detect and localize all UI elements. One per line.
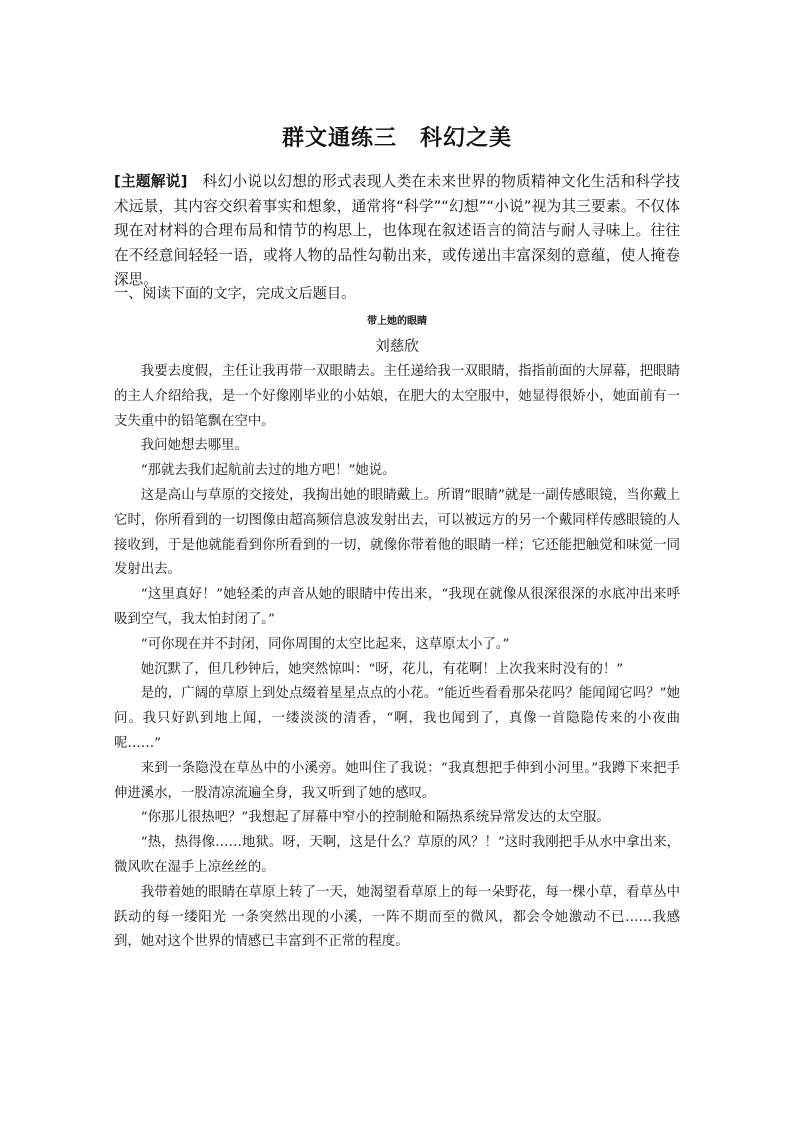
story-paragraph: 我问她想去哪里。 [140, 438, 248, 454]
story-paragraph: “那就去我们起航前去过的地方吧！”她说。 [140, 463, 396, 479]
story-paragraph: 我带着她的眼睛在草原上转了一天，她渴望看草原上的每一朵野花，每一棵小草，看草丛中跃动的每一缕阳光 一条突然出现的小溪，一阵不期而至的微风，都会令她激动不已……我感到，她对这个世界的情感已丰富到不正常的程度。 [114, 884, 680, 950]
story-paragraph: 来到一条隐没在草丛中的小溪旁。她叫住了我说：“我真想把手伸到小河里。”我蹲下来把手伸进溪水，一股清凉流遍全身，我又听到了她的感叹。 [114, 760, 680, 801]
story-paragraph: 是的，广阔的草原上到处点缀着星星点点的小花。“能近些看看那朵花吗？能闻闻它吗？”她问。我只好趴到地上闻，一缕淡淡的清香，“啊，我也闻到了，真像一首隐隐传来的小夜曲呢……” [114, 686, 680, 751]
question-label: 一、阅读下面的文字，完成文后题目。 [114, 286, 356, 302]
intro-text: 科幻小说以幻想的形式表现人类在未来世界的物质精神文化生活和科学技术远景，其内容交织着事实和想象，通常将“科学”“幻想”“小说”视为其三要素。不仅体现在对材料的合理布局和情节的构思上，也体现在叙述语言的简洁与耐人寻味上。往往在不经意间轻轻一语，或将人物的品性勾勒出来，或传递出丰富深刻的意蕴，使人掩卷深思。 [114, 173, 680, 288]
story-paragraph: “可你现在并不封闭，同你周围的太空比起来，这草原太小了。” [140, 636, 510, 652]
story-paragraph: 我要去度假，主任让我再带一双眼睛去。主任递给我一双眼睛，指指前面的大屏幕，把眼睛的主人介绍给我，是一个好像刚毕业的小姑娘，在肥大的太空服中，她显得很娇小，她面前有一支失重中的铅笔飘在空中。 [114, 364, 680, 429]
theme-intro [114, 170, 680, 293]
story-paragraph: “这里真好！”她轻柔的声音从她的眼睛中传出来，“我现在就像从很深很深的水底冲出来呼吸到空气，我太怕封闭了。” [114, 587, 680, 627]
story-author: 刘慈欣 [375, 339, 419, 355]
story-paragraph: 这是高山与草原的交接处，我掏出她的眼睛戴上。所谓“眼睛”就是一副传感眼镜，当你戴上它时，你所看到的一切图像由超高频信息波发射出去，可以被远方的另一个戴同样传感眼镜的人接收到，于是他就能看到你所看到的一切，就像你带着他的眼睛一样；它还能把触觉和味觉一同发射出去。 [114, 487, 680, 578]
story-paragraph: 她沉默了，但几秒钟后，她突然惊叫：“呀，花儿，有花啊！上次我来时没有的！” [140, 661, 624, 677]
story-paragraph: “热，热得像……地狱。呀，天啊，这是什么？草原的风？！”这时我刚把手从水中拿出来，微风吹在湿手上凉丝丝的。 [114, 835, 680, 875]
story-body [114, 360, 680, 955]
intro-tag: [主题解说] [114, 173, 188, 190]
page-title: 群文通练三 科幻之美 [281, 125, 512, 151]
story-paragraph: “你那儿很热吧？”我想起了屏幕中窄小的控制舱和隔热系统异常发达的太空服。 [140, 810, 610, 826]
story-title: 带上她的眼睛 [367, 316, 427, 327]
